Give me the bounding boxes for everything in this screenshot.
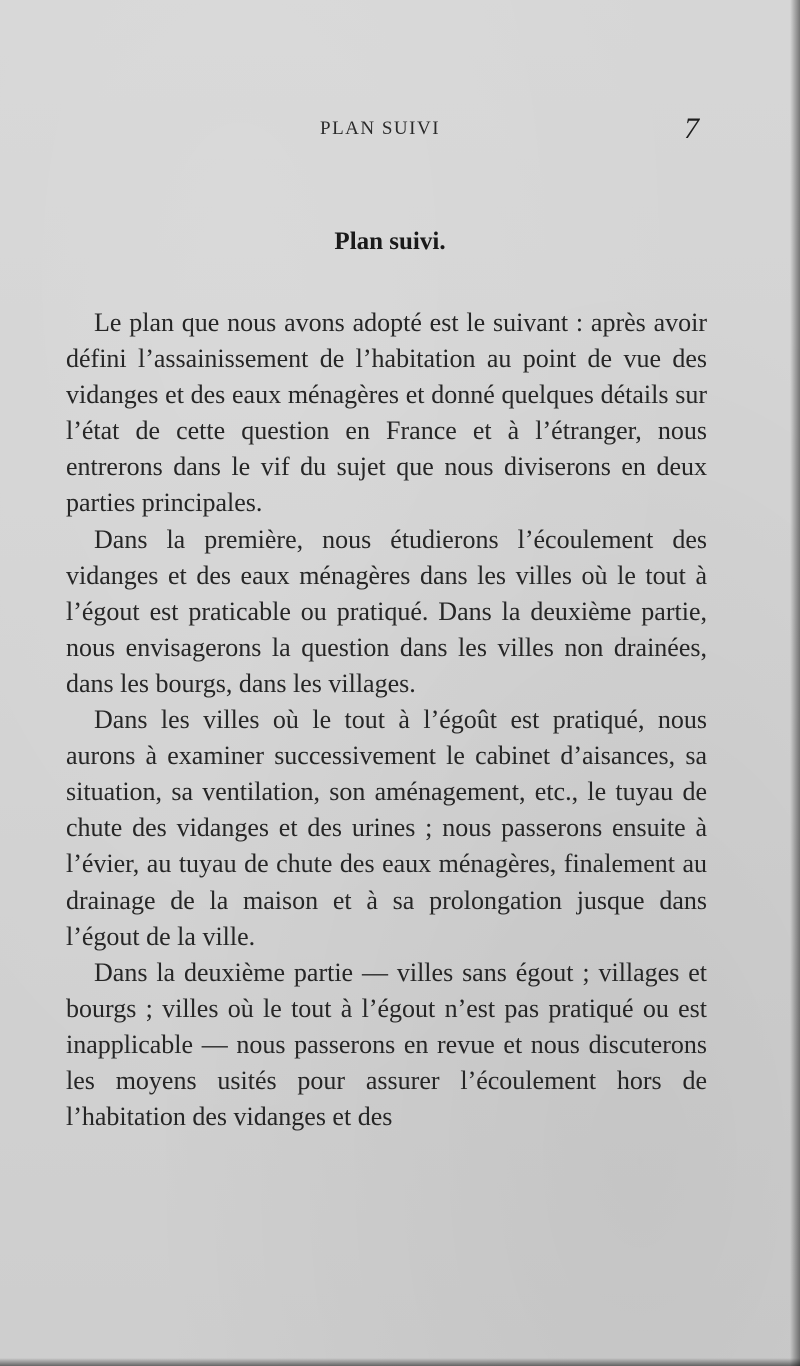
page-bottom-shadow — [0, 1358, 800, 1366]
paragraph: Dans la deuxième partie — villes sans égout ; villages et bourgs ; villes où le tout à l’égout n’est pas pratiqué ou est inapplicable — nous passerons en revue et nous discuterons les moyens usités pour assurer l’écoulement hors de l’habitation des vidanges et des — [66, 957, 707, 1132]
paragraph: Dans les villes où le tout à l’égoût est pratiqué, nous aurons à examiner successivement le cabinet d’aisances, sa situation, sa ventilation, son aménagement, etc., le tuyau de chute des vidanges et des urines ; nous passerons ensuite à l’évier, au tuyau de chute des eaux ménagères, finalement au drainage de la maison et à sa prolongation jusque dans l’égout de la ville. — [66, 705, 707, 951]
running-title: PLAN SUIVI — [320, 118, 441, 139]
section-title: Plan suivi. — [334, 228, 446, 255]
paragraph: Dans la première, nous étudierons l’écoulement des vidanges et des eaux ménagères dans les villes où le tout à l’égout est praticable ou pratiqué. Dans la deuxième partie, nous envisagerons la question dans les villes non drainées, dans les bourgs, dans les villages. — [66, 524, 707, 698]
running-head — [0, 112, 800, 148]
page-edge-shadow — [790, 0, 800, 1366]
paragraph: Le plan que nous avons adopté est le suivant : après avoir défini l’assainissement de l’habitation au point de vue des vidanges et des eaux ménagères et donné quelques détails sur l’état de cette question en France et à l’étranger, nous entrerons dans le vif du sujet que nous diviserons en deux parties principales. — [66, 308, 707, 518]
page-number: 7 — [684, 112, 699, 145]
body-text — [66, 305, 707, 1135]
